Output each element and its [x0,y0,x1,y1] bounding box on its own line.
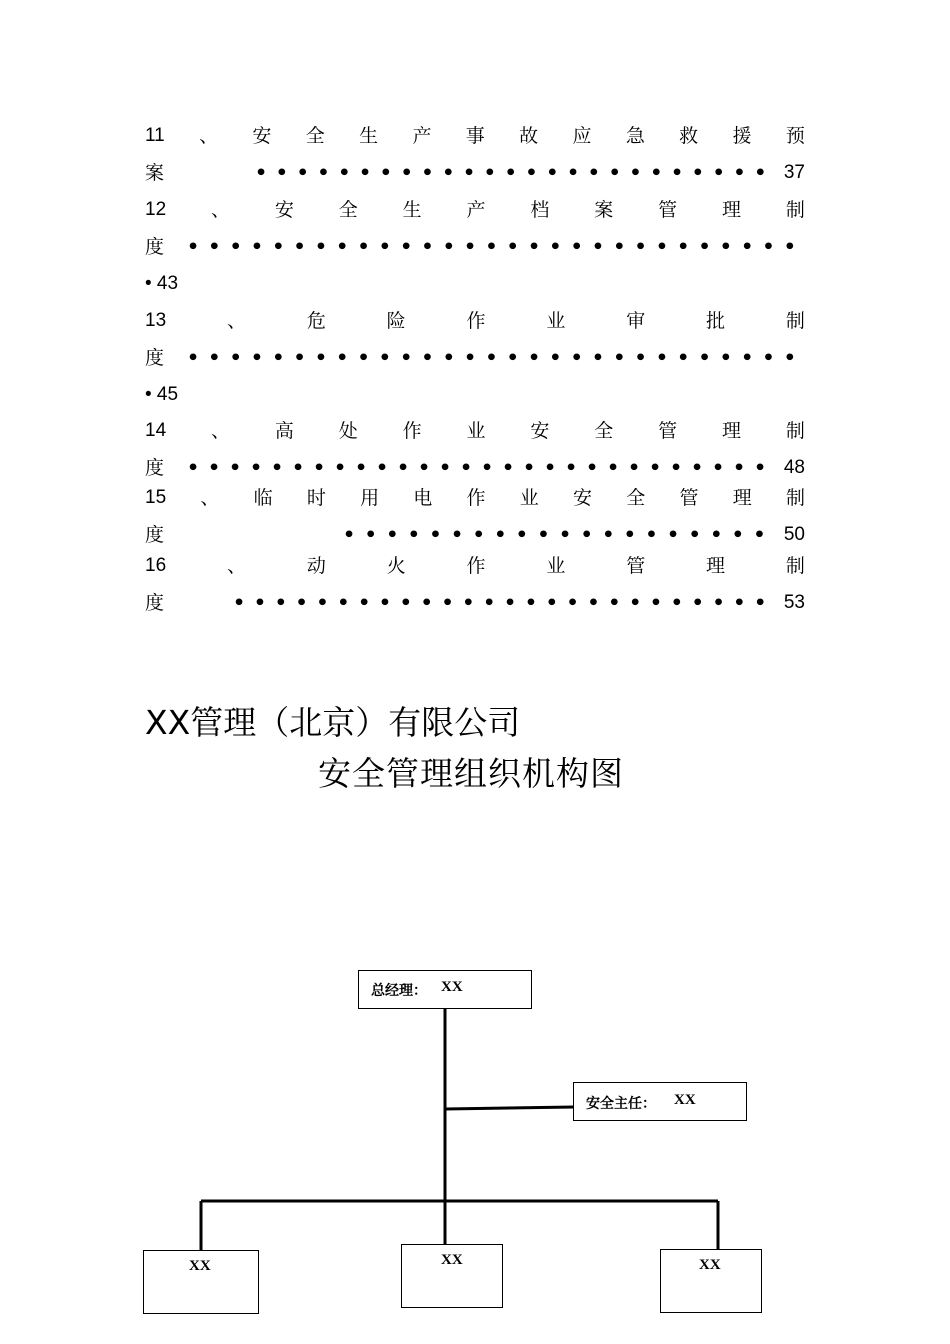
toc-entry-heading[interactable] [145,480,805,516]
toc-title-char: 安 [573,487,593,509]
toc-entry-heading[interactable] [145,303,805,339]
toc-title-char: 处 [338,420,358,442]
toc-title-char: 全 [338,199,358,221]
toc-title-char: 临 [253,487,273,509]
toc-entry-page-line [145,266,805,302]
toc-title-char: 动 [306,555,326,577]
toc-title-char: 危 [306,310,326,332]
toc-title-char: 故 [519,125,539,147]
toc-title-char: 产 [466,199,486,221]
toc-entry-page-line [145,377,805,413]
toc-title-char: 事 [465,125,485,147]
toc-title-tail: 度 [145,347,165,369]
toc-entry-number: 15 [145,487,167,508]
toc-entry-leader-line[interactable] [145,585,805,621]
toc-dot-leader: • • • • • • • • • • • • • • • • • • • • • • • • • • [233,592,767,614]
toc-separator: 、 [211,199,231,221]
toc-title-char: 安 [274,199,294,221]
toc-title-char: 理 [722,199,742,221]
toc-title-char: 业 [519,487,539,509]
toc-title-char: 案 [594,199,614,221]
toc-entry-heading[interactable] [145,413,805,449]
toc-entry-heading[interactable] [145,548,805,584]
toc-dot-leader: • • • • • • • • • • • • • • • • • • • • • • • • • • • • • [187,347,796,369]
toc-separator: 、 [211,420,231,442]
toc-title-char: 全 [594,420,614,442]
toc-title-char: 作 [402,420,422,442]
toc-title-tail: 案 [145,162,165,184]
toc-title-char: 全 [626,487,646,509]
toc-title-char: 业 [546,310,566,332]
gm-name: XX [441,979,463,995]
toc-title-char: 生 [359,125,379,147]
toc-entry-heading[interactable] [145,118,805,154]
safety-label: 安全主任： [586,1096,656,1112]
gm-box [358,970,532,1009]
company-name: XX管理（北京）有限公司 [145,703,521,742]
toc-title-char: 制 [785,487,805,509]
toc-title-char: 生 [402,199,422,221]
toc-title-char: 制 [785,555,805,577]
toc-entry-number: 16 [145,555,167,576]
toc-title-char: 制 [785,420,805,442]
toc-title-char: 管 [658,199,678,221]
toc-title-char: 批 [706,310,726,332]
sub-mid-name: XX [441,1252,463,1268]
toc-dot-leader: • • • • • • • • • • • • • • • • • • • • [343,524,766,546]
toc-entry-leader-line[interactable] [145,229,805,265]
toc-title-char: 用 [360,487,380,509]
toc-title-char: 业 [466,420,486,442]
toc-title-char: 业 [546,555,566,577]
toc-entry-number: 12 [145,199,167,220]
toc-title-char: 安 [252,125,272,147]
toc-title-char: 管 [658,420,678,442]
sub-box-left [143,1250,259,1314]
toc-title-char: 援 [732,125,752,147]
sub-right-name: XX [699,1257,721,1273]
toc-title-char: 理 [706,555,726,577]
toc-title-tail: 度 [145,592,165,614]
toc-title-char: 时 [306,487,326,509]
toc-separator: 、 [200,487,220,509]
toc-page-number: 50 [783,524,805,545]
toc-title-char: 电 [413,487,433,509]
toc-title-char: 作 [466,310,486,332]
safety-name: XX [674,1092,696,1108]
toc-page-number: 37 [783,162,805,183]
toc-title-tail: 度 [145,236,165,258]
toc-separator: 、 [226,555,246,577]
toc-title-char: 管 [626,555,646,577]
sub-left-name: XX [189,1258,211,1274]
toc-title-tail: 度 [145,457,165,479]
toc-page-number: • 45 [145,384,179,405]
sub-box-right [660,1249,762,1313]
toc-title-char: 全 [305,125,325,147]
toc-title-char: 作 [466,487,486,509]
toc-page-number: 53 [783,592,805,613]
toc-entry-number: 13 [145,310,167,331]
toc-title-char: 急 [625,125,645,147]
toc-page-number: • 43 [145,273,179,294]
toc-title-char: 产 [412,125,432,147]
safety-director-box [573,1082,747,1121]
toc-dot-leader: • • • • • • • • • • • • • • • • • • • • • • • • • • • • [187,457,767,479]
toc-title-char: 管 [679,487,699,509]
toc-title-char: 安 [530,420,550,442]
toc-dot-leader: • • • • • • • • • • • • • • • • • • • • • • • • • [255,162,767,184]
toc-title-char: 制 [785,199,805,221]
toc-entry-number: 11 [145,125,165,146]
toc-title-char: 作 [466,555,486,577]
toc-title-char: 审 [626,310,646,332]
toc-title-char: 救 [679,125,699,147]
toc-separator: 、 [226,310,246,332]
toc-entry-number: 14 [145,420,167,441]
toc-title-char: 制 [785,310,805,332]
toc-title-tail: 度 [145,524,165,546]
toc-title-char: 应 [572,125,592,147]
gm-label: 总经理： [371,983,427,999]
toc-entry-heading[interactable] [145,192,805,228]
toc-title-char: 火 [386,555,406,577]
chart-title: 安全管理组织机构图 [318,754,624,793]
toc-title-char: 高 [274,420,294,442]
toc-title-char: 理 [722,420,742,442]
toc-separator: 、 [199,125,219,147]
toc-title-char: 档 [530,199,550,221]
toc-entry-leader-line[interactable] [145,155,805,191]
safety-branch-line [445,1107,574,1109]
sub-box-middle [401,1244,503,1308]
toc-page-number: 48 [783,457,805,478]
toc-entry-leader-line[interactable] [145,340,805,376]
toc-dot-leader: • • • • • • • • • • • • • • • • • • • • • • • • • • • • • [187,236,796,258]
toc-title-char: 理 [732,487,752,509]
toc-title-char: 预 [785,125,805,147]
toc-title-char: 险 [386,310,406,332]
